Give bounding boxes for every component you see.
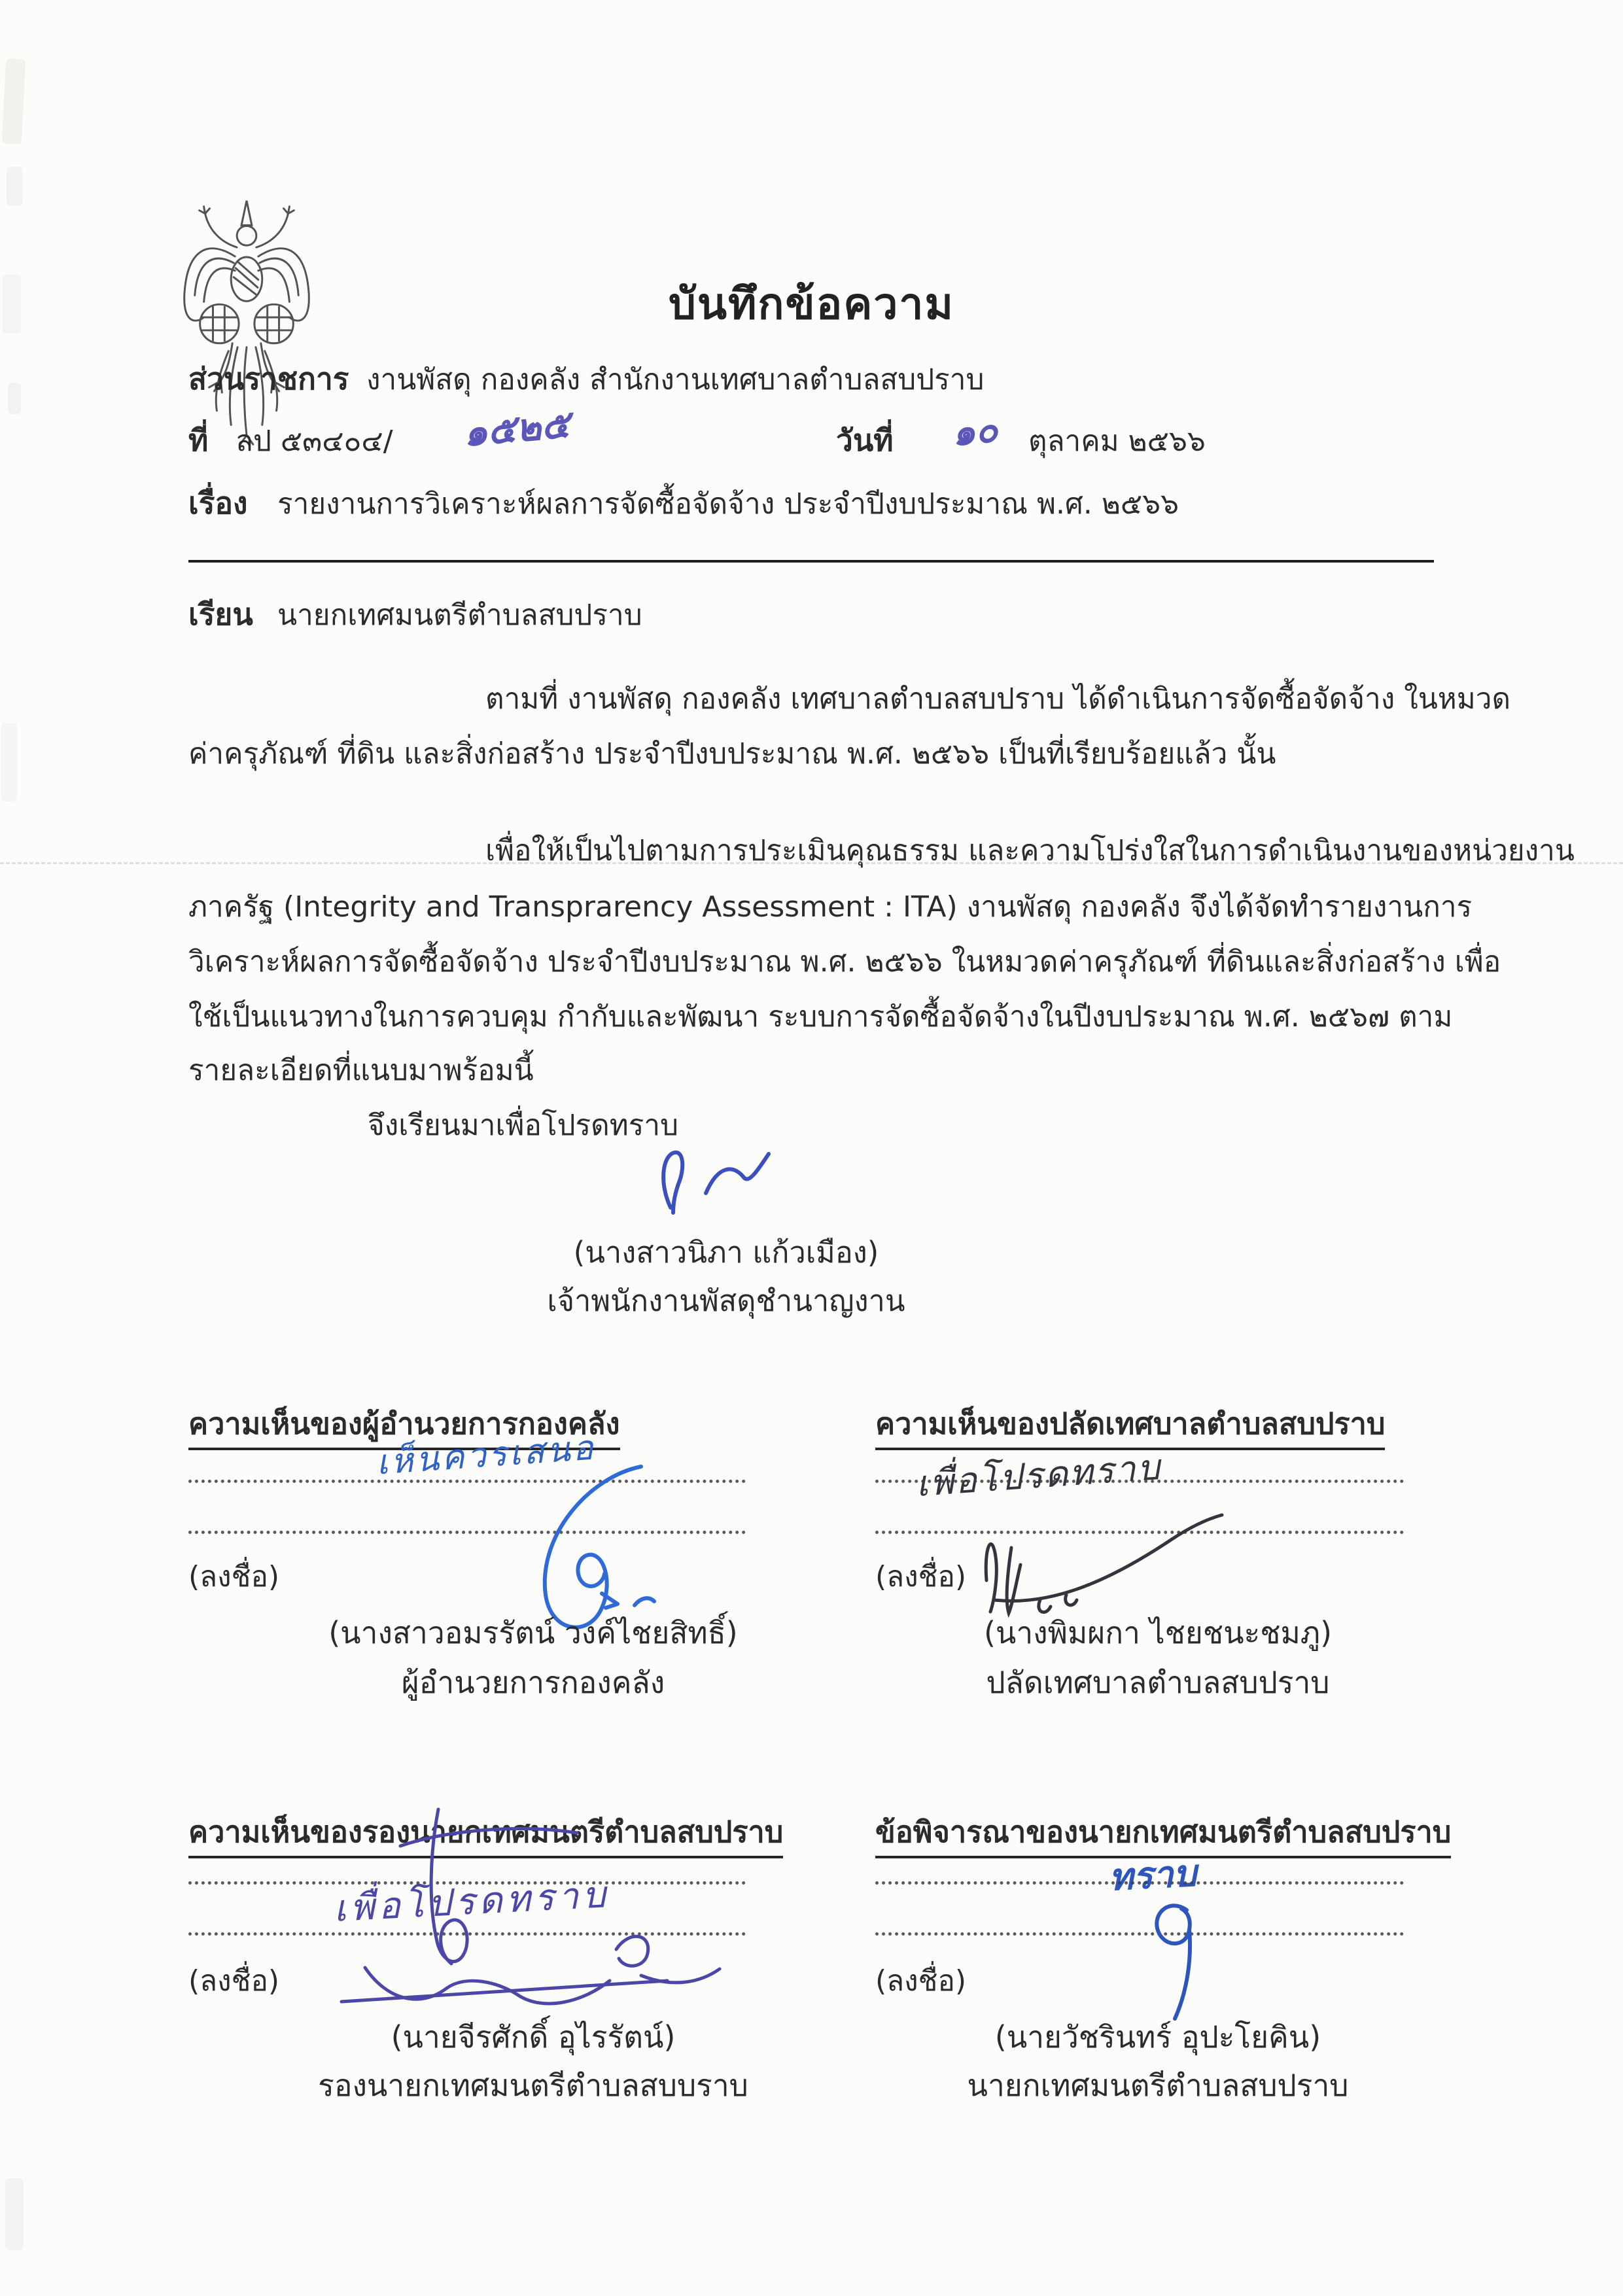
opinion-deputy-mayor-heading-text: ความเห็นของรองนายกเทศมนตรีตำบลสบปราบ: [188, 1813, 783, 1858]
closing-line: จึงเรียนมาเพื่อโปรดทราบ: [368, 1109, 679, 1142]
signature-watcharin: [1119, 1888, 1263, 2025]
opinion-clerk-dotted-line1: [875, 1480, 1404, 1483]
opinion-mayor-heading-text: ข้อพิจารณาของนายกเทศมนตรีตำบลสบปราบ: [875, 1813, 1451, 1858]
body-paragraph2-line1: เพื่อให้เป็นไปตามการประเมินคุณธรรม และความโปร่งใสในการดำเนินงานของหน่วยงาน: [485, 834, 1575, 867]
scan-artifact: [7, 167, 22, 206]
memo-title: บันทึกข้อความ: [668, 279, 954, 329]
opinion-director-handwritten-note: เห็นควรเสนอ: [375, 1428, 597, 1483]
agency-value: งานพัสดุ กองคลัง สำนักงานเทศบาลตำบลสบปราบ: [366, 363, 985, 396]
date-day-handwritten: ๑๐: [949, 408, 1000, 455]
salutation-value: นายกเทศมนตรีตำบลสบปราบ: [277, 599, 642, 632]
date-label: วันที่: [836, 423, 894, 458]
opinion-clerk-name: (นางพิมผกา ไชยชนะชมภู): [983, 1615, 1333, 1650]
opinion-director-position: ผู้อำนวยการกองคลัง: [401, 1665, 665, 1700]
opinion-clerk-heading-text: ความเห็นของปลัดเทศบาลตำบลสบปราบ: [875, 1405, 1385, 1450]
scan-band-artifact: [0, 862, 1623, 864]
subject-label: เรื่อง: [188, 485, 248, 521]
body-paragraph2-line5: รายละเอียดที่แนบมาพร้อมนี้: [188, 1054, 534, 1087]
signature-pimpaka: [949, 1502, 1256, 1626]
opinion-mayor-position: นายกเทศมนตรีตำบลสบปราบ: [967, 2068, 1349, 2103]
signature-nipha: [644, 1143, 801, 1222]
opinion-mayor-handwritten-note: ทราบ: [1108, 1852, 1198, 1900]
date-value: ตุลาคม ๒๕๖๖: [1028, 425, 1206, 458]
scan-artifact: [5, 2178, 24, 2250]
scan-artifact: [8, 383, 21, 414]
signer-name: (นางสาวนิภา แก้วเมือง): [573, 1235, 879, 1270]
body-paragraph1-line2: ค่าครุภัณฑ์ ที่ดิน และสิ่งก่อสร้าง ประจำปีงบประมาณ พ.ศ. ๒๕๖๖ เป็นที่เรียบร้อยแล้ว นั้น: [188, 737, 1276, 771]
opinion-mayor-sign-label: (ลงชื่อ): [875, 1964, 967, 1998]
opinion-clerk-sign-label: (ลงชื่อ): [875, 1560, 967, 1593]
header-divider: [188, 560, 1434, 563]
subject-value: รายงานการวิเคราะห์ผลการจัดซื้อจัดจ้าง ประจำปีงบประมาณ พ.ศ. ๒๕๖๖: [277, 487, 1179, 521]
opinion-deputy-mayor-position: รองนายกเทศมนตรีตำบลสบบราบ: [318, 2068, 748, 2103]
opinion-clerk-position: ปลัดเทศบาลตำบลสบปราบ: [986, 1665, 1330, 1700]
doc-number-value: ลป ๕๓๔๐๔/: [236, 425, 393, 458]
body-paragraph2-line3: วิเคราะห์ผลการจัดซื้อจัดจ้าง ประจำปีงบประมาณ พ.ศ. ๒๕๖๖ ในหมวดค่าครุภัณฑ์ ที่ดินและสิ่งก่อสร้าง เพื่อ: [188, 945, 1501, 979]
body-paragraph2-line4: ใช้เป็นแนวทางในการควบคุม กำกับและพัฒนา ระบบการจัดซื้อจัดจ้างในปีงบประมาณ พ.ศ. ๒๕๖๗ ตาม: [188, 1000, 1453, 1034]
opinion-deputy-mayor-sign-label: (ลงชื่อ): [188, 1964, 280, 1998]
agency-label: ส่วนราชการ: [188, 361, 349, 396]
scan-artifact: [1, 723, 17, 801]
opinion-mayor-dotted-line1: [875, 1881, 1404, 1885]
doc-number-handwritten: ๑๕๒๕: [461, 402, 572, 455]
scan-artifact: [2, 58, 26, 144]
signature-jeerasak: [301, 1804, 733, 2026]
salutation-label: เรียน: [188, 597, 253, 632]
body-paragraph1-line1: ตามที่ งานพัสดุ กองคลัง เทศบาลตำบลสบปราบ ได้ดำเนินการจัดซื้อจัดจ้าง ในหมวด: [485, 682, 1511, 716]
body-paragraph2-line2: ภาครัฐ (Integrity and Transprarency Assessment : ITA) งานพัสดุ กองคลัง จึงได้จัดทำรายงานการ: [188, 890, 1473, 924]
opinion-clerk-handwritten-note: เพื่อโปรดทราบ: [915, 1446, 1163, 1505]
opinion-mayor-name: (นายวัชรินทร์ อุปะโยคิน): [994, 2019, 1321, 2055]
opinion-deputy-mayor-handwritten-note: เพื่อโปรดทราบ: [332, 1873, 611, 1930]
opinion-director-heading-text: ความเห็นของผู้อำนวยการกองคลัง: [188, 1405, 620, 1450]
opinion-deputy-mayor-name: (นายจีรศักดิ์ อุไรรัตน์): [391, 2019, 676, 2055]
signer-position: เจ้าพนักงานพัสดุชำนาญงาน: [547, 1283, 905, 1318]
opinion-director-name: (นางสาวอมรรัตน์ วงค์ไชยสิทธิ์): [328, 1615, 738, 1650]
doc-number-label: ที่: [188, 423, 209, 458]
opinion-director-sign-label: (ลงชื่อ): [188, 1560, 280, 1593]
